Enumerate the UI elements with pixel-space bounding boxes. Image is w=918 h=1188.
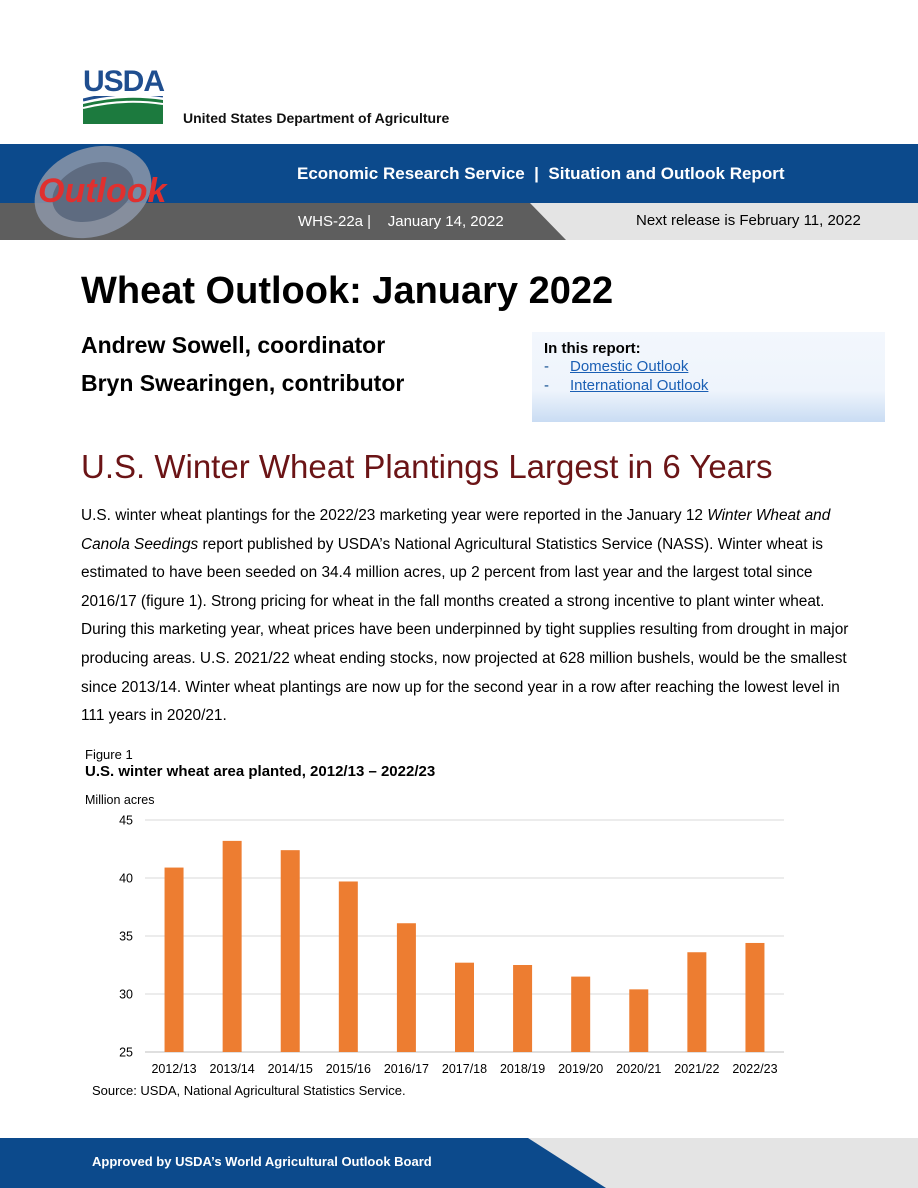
usda-logo-hills-icon bbox=[83, 96, 163, 124]
usda-logo bbox=[83, 65, 165, 129]
bar-2015-16 bbox=[339, 881, 358, 1052]
x-tick-label: 2014/15 bbox=[267, 1062, 313, 1076]
bar-2021-22 bbox=[687, 952, 706, 1052]
author-coordinator: Andrew Sowell, coordinator bbox=[81, 332, 386, 358]
toc-link-domestic-outlook[interactable]: Domestic Outlook bbox=[570, 358, 689, 375]
report-title: Wheat Outlook: January 2022 bbox=[81, 270, 614, 312]
y-tick-label: 35 bbox=[119, 929, 133, 944]
y-tick-label: 45 bbox=[119, 813, 133, 828]
usda-logo-text: USDA bbox=[83, 65, 165, 98]
x-tick-label: 2020/21 bbox=[616, 1062, 662, 1076]
x-tick-label: 2017/18 bbox=[441, 1062, 488, 1076]
x-tick-label: 2015/16 bbox=[325, 1062, 371, 1076]
bar-2018-19 bbox=[513, 965, 532, 1052]
toc-link-international-outlook[interactable]: International Outlook bbox=[570, 377, 709, 394]
figure-label: Figure 1 bbox=[85, 747, 133, 762]
toc-dash: - bbox=[544, 358, 549, 375]
bar-2013-14 bbox=[223, 841, 242, 1052]
body-text-part-1: U.S. winter wheat plantings for the 2022/23 marketing year were reported in the January 12 bbox=[81, 507, 708, 524]
figure-title: U.S. winter wheat area planted, 2012/13 – 2022/23 bbox=[85, 763, 436, 780]
y-axis-ticks bbox=[119, 814, 133, 1060]
outlook-logo-icon bbox=[28, 140, 188, 240]
y-axis-label: Million acres bbox=[85, 793, 155, 807]
x-tick-label: 2016/17 bbox=[383, 1062, 430, 1076]
bar-2020-21 bbox=[629, 989, 648, 1052]
author-contributor: Bryn Swearingen, contributor bbox=[81, 370, 405, 396]
toc-item-domestic bbox=[544, 358, 688, 375]
next-release-date: Next release is February 11, 2022 bbox=[636, 212, 861, 229]
chart-bars bbox=[165, 841, 765, 1052]
in-this-report-heading: In this report: bbox=[544, 340, 641, 357]
outlook-logo-text: Outlook bbox=[38, 172, 167, 210]
x-axis-ticks bbox=[151, 1062, 777, 1076]
section-heading: U.S. Winter Wheat Plantings Largest in 6 Years bbox=[81, 448, 773, 485]
bar-2022-23 bbox=[745, 943, 764, 1052]
department-name: United States Department of Agriculture bbox=[183, 110, 450, 126]
report-id-date: WHS-22a | January 14, 2022 bbox=[298, 213, 504, 230]
y-tick-label: 25 bbox=[119, 1045, 133, 1060]
x-tick-label: 2021/22 bbox=[674, 1062, 720, 1076]
x-tick-label: 2012/13 bbox=[151, 1062, 197, 1076]
figure-source-note: Source: USDA, National Agricultural Statistics Service. bbox=[92, 1083, 406, 1098]
x-tick-label: 2022/23 bbox=[732, 1062, 778, 1076]
body-text-part-2: report published by USDA’s National Agricultural Statistics Service (NASS). Winter wheat is estimated to have been seeded on 34.4 million acres, up 2 percent from last year and the largest total since 2016/17 (figure 1). Strong pricing for wheat in the fall months created a strong incentive to plant winter wheat. During this marketing year, wheat prices have been underpinned by tight supplies resulting from drought in major producing areas. U.S. 2021/22 wheat ending stocks, now projected at 628 million bushels, would be the smallest since 2013/14. Winter wheat plantings are now up for the second year in a row after reaching the lowest level in 111 years in 2020/21. bbox=[81, 535, 849, 725]
toc-item-international bbox=[544, 377, 708, 394]
x-tick-label: 2019/20 bbox=[558, 1062, 604, 1076]
x-tick-label: 2018/19 bbox=[499, 1062, 546, 1076]
report-name-italic: Winter Wheat and Canola Seedings bbox=[81, 507, 831, 553]
bar-2019-20 bbox=[571, 977, 590, 1052]
banner-title: Economic Research Service | Situation and Outlook Report bbox=[297, 164, 785, 183]
body-paragraph bbox=[81, 502, 851, 731]
toc-dash: - bbox=[544, 377, 549, 394]
y-tick-label: 30 bbox=[119, 987, 133, 1002]
bar-2017-18 bbox=[455, 963, 474, 1052]
bar-2014-15 bbox=[281, 850, 300, 1052]
bar-chart bbox=[80, 790, 800, 1080]
in-this-report-box bbox=[532, 332, 885, 422]
y-tick-label: 40 bbox=[119, 871, 133, 886]
bar-2016-17 bbox=[397, 923, 416, 1052]
footer-approval-text: Approved by USDA’s World Agricultural Outlook Board bbox=[92, 1154, 432, 1169]
x-tick-label: 2013/14 bbox=[209, 1062, 255, 1076]
bar-2012-13 bbox=[165, 868, 184, 1052]
